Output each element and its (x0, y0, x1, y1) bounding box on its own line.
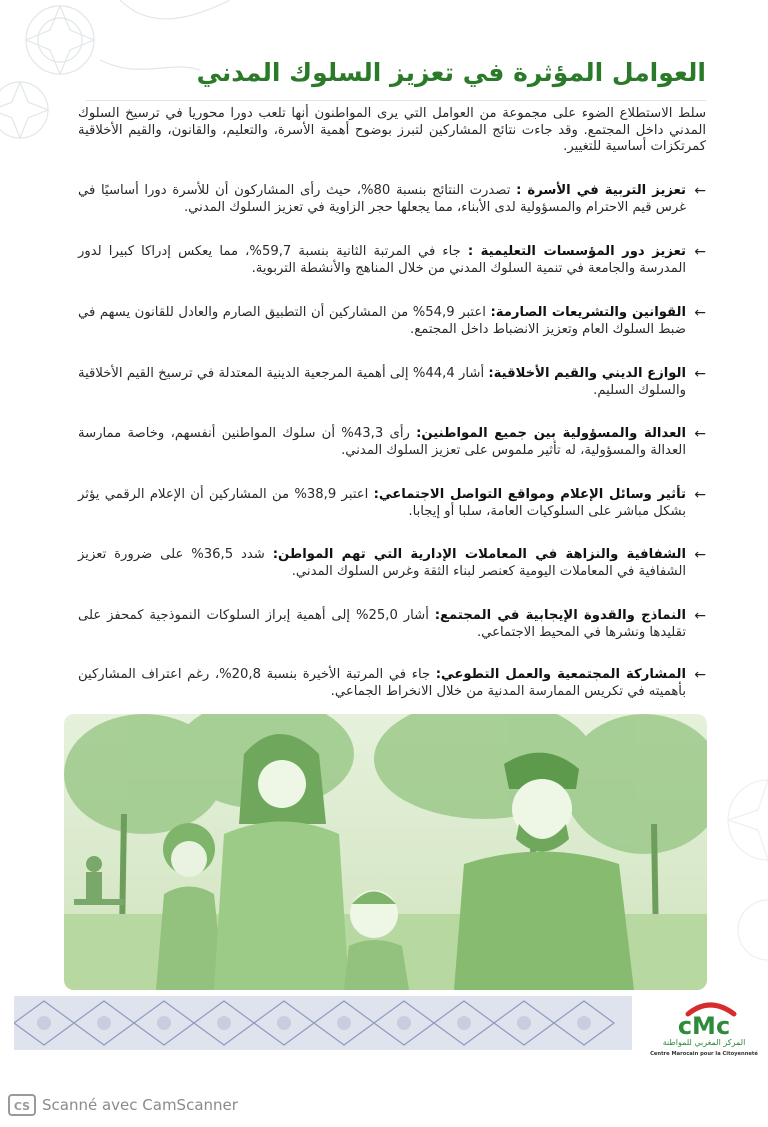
camscanner-badge: CS (13, 1100, 31, 1113)
logo-name-fr: Centre Marocain pour la Citoyenneté (650, 1051, 758, 1057)
item-text: تصدرت النتائج بنسبة 80%، حيث رأى المشاركون أن للأسرة دورا أساسيًا في غرس قيم الاحترام والمسؤولية لدى الأبناء، مما يجعلها حجر الزاوية في تعزيز السلوك المدني. (78, 183, 686, 215)
arrow-left-icon: ← (694, 547, 706, 563)
item-heading: المشاركة المجتمعية والعمل التطوعي: (435, 667, 687, 682)
page-title: العوامل المؤثرة في تعزيز السلوك المدني (196, 58, 706, 87)
logo-mark (648, 1000, 758, 1060)
item-text: شدد 36,5% على ضرورة تعزيز الشفافية في المعاملات اليومية كعنصر لبناء الثقة وغرس السلوك المدني. (78, 547, 686, 579)
arrow-left-icon: ← (694, 366, 706, 382)
list-item (78, 667, 706, 700)
arrow-left-icon: ← (694, 244, 706, 260)
corner-ornament-right (698, 760, 768, 980)
item-heading: الوازع الديني والقيم الأخلاقية: (488, 366, 687, 381)
list-item (78, 547, 706, 580)
list-item (78, 244, 706, 277)
arrow-left-icon: ← (694, 487, 706, 503)
arrow-left-icon: ← (694, 426, 706, 442)
logo-name-ar: المركز المغربي للمواطنة (662, 1038, 746, 1047)
item-text: رأى 43,3% أن سلوك المواطنين أنفسهم، وخاصة ممارسة العدالة والمسؤولية، له تأثير ملموس على تعزيز السلوك المدني. (78, 426, 686, 458)
item-heading: القوانين والتشريعات الصارمة: (490, 305, 687, 320)
item-text: جاء في المرتبة الأخيرة بنسبة 20,8%، رغم اعتراف المشاركين بأهميته في تكريس الممارسة المدنية من خلال الانخراط الجماعي. (78, 667, 686, 699)
item-heading: تأثير وسائل الإعلام ومواقع التواصل الاجتماعي: (373, 487, 686, 502)
title-divider (86, 100, 706, 101)
item-heading: الشفافية والنزاهة في المعاملات الإدارية التي تهم المواطن: (272, 547, 686, 562)
list-item (78, 366, 706, 399)
family-park-illustration (64, 714, 707, 990)
geometric-pattern-band (14, 996, 632, 1050)
item-heading: تعزيز التربية في الأسرة : (516, 183, 686, 198)
item-text: أشار 25,0% إلى أهمية إبراز السلوكات النموذجية كمحفز على تقليدها ونشرها في المحيط الاجتماعي. (78, 608, 686, 640)
intro-paragraph: سلط الاستطلاع الضوء على مجموعة من العوامل التي يرى المواطنون أنها تلعب دورا محوريا في ترسيخ السلوك المدني داخل المجتمع. وقد جاءت نتائج المشاركين لتبرز بوضوح أهمية الأسرة، والتعليم، والقانون، والقيم الأخلاقية كمرتكزات أساسية للتغيير. (78, 106, 706, 154)
item-heading: النماذج والقدوة الإيجابية في المجتمع: (434, 608, 686, 623)
cmc-logo (648, 1000, 758, 1060)
list-item (78, 183, 706, 216)
camscanner-logo-icon (8, 1094, 36, 1116)
arrow-left-icon: ← (694, 183, 706, 199)
arrow-left-icon: ← (694, 305, 706, 321)
item-text: اعتبر 38,9% من المشاركين أن الإعلام الرقمي يؤثر بشكل مباشر على السلوكيات العامة، سلبا أو إيجابا. (78, 487, 686, 519)
camscanner-watermark: Scanné avec CamScanner (42, 1096, 238, 1114)
logo-letters: cMc (677, 1012, 731, 1040)
list-item (78, 608, 706, 641)
item-text: جاء في المرتبة الثانية بنسبة 59,7%، مما يعكس إدراكا كبيرا لدور المدرسة والجامعة في تنمية السلوك المدني من خلال المناهج والأنشطة التربوية. (78, 244, 686, 276)
arrow-left-icon: ← (694, 608, 706, 624)
item-heading: تعزيز دور المؤسسات التعليمية : (467, 244, 686, 259)
list-item (78, 426, 706, 459)
list-item (78, 305, 706, 338)
item-text: اعتبر 54,9% من المشاركين أن التطبيق الصارم والعادل للقانون يسهم في ضبط السلوك العام وتعزيز الانضباط داخل المجتمع. (78, 305, 686, 337)
list-item (78, 487, 706, 520)
arrow-left-icon: ← (694, 667, 706, 683)
item-text: أشار 44,4% إلى أهمية المرجعية الدينية المعتدلة في ترسيخ القيم الأخلاقية والسلوك السليم. (78, 366, 686, 398)
item-heading: العدالة والمسؤولية بين جميع المواطنين: (416, 426, 686, 441)
